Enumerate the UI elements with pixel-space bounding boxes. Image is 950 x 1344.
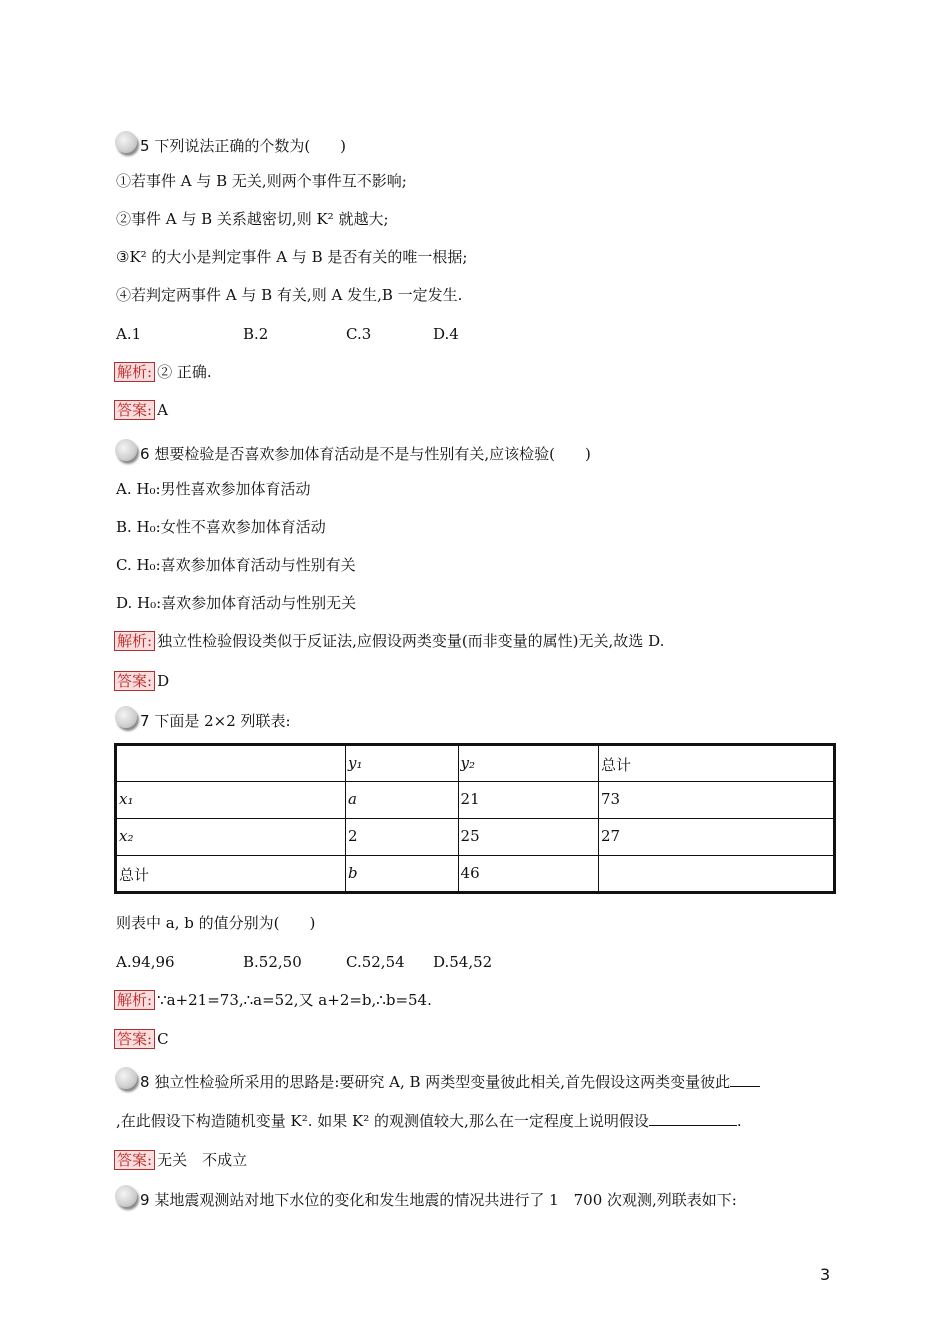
table-cell: 21 xyxy=(458,782,598,819)
q7-option-a: A.94,96 xyxy=(116,953,175,971)
table-cell: 25 xyxy=(458,819,598,856)
q5-option-c: C.3 xyxy=(346,325,372,343)
table-cell: x₁ xyxy=(116,782,346,819)
analysis-label: 解析: xyxy=(114,631,155,651)
q8-answer: 答案: 无关 不成立 xyxy=(114,1150,247,1170)
answer-label: 答案: xyxy=(114,671,155,691)
q6-option-b: B. H₀:女性不喜欢参加体育活动 xyxy=(116,518,326,536)
q7-analysis: 解析: ∵a+21=73,∴a=52,又 a+2=b,∴b=54. xyxy=(114,990,432,1010)
table-row xyxy=(116,856,835,893)
q6-option-c: C. H₀:喜欢参加体育活动与性别有关 xyxy=(116,556,356,574)
question-marker-icon xyxy=(115,439,137,461)
q5-option-a: A.1 xyxy=(116,325,142,343)
question-marker-icon xyxy=(115,1067,137,1089)
page-number: 3 xyxy=(820,1265,831,1284)
fill-blank xyxy=(649,1111,737,1126)
q7-answer: 答案: C xyxy=(114,1029,169,1049)
q7-option-d: D.54,52 xyxy=(433,953,493,971)
table-cell: y₂ xyxy=(458,745,598,782)
q5-statement-1: ①若事件 A 与 B 无关,则两个事件互不影响; xyxy=(116,172,407,190)
question-marker-icon xyxy=(115,131,137,153)
table-cell: 46 xyxy=(458,856,598,893)
table-cell xyxy=(116,745,346,782)
table-cell: 总计 xyxy=(116,856,346,893)
table-row xyxy=(116,819,835,856)
q7-question: 则表中 a, b 的值分别为( ) xyxy=(116,914,316,932)
table-cell: 总计 xyxy=(598,745,834,782)
table-cell: 27 xyxy=(598,819,834,856)
analysis-label: 解析: xyxy=(114,362,155,382)
q5-statement-2: ②事件 A 与 B 关系越密切,则 K² 就越大; xyxy=(116,210,389,228)
q5-analysis: 解析: ② 正确. xyxy=(114,362,212,382)
question-9-stem: 9 某地震观测站对地下水位的变化和发生地震的情况共进行了 1 700 次观测,列联表如下: xyxy=(140,1191,737,1209)
q7-option-c: C.52,54 xyxy=(346,953,405,971)
table-cell xyxy=(598,856,834,893)
answer-label: 答案: xyxy=(114,1150,155,1170)
answer-label: 答案: xyxy=(114,400,155,420)
fill-blank xyxy=(730,1072,760,1087)
question-7-stem: 7 下面是 2×2 列联表: xyxy=(140,712,291,730)
question-8-stem: 8 独立性检验所采用的思路是:要研究 A, B 两类型变量彼此相关,首先假设这两类变量彼此 xyxy=(140,1072,760,1092)
question-marker-icon xyxy=(115,706,137,728)
table-cell: b xyxy=(346,856,459,893)
table-cell: y₁ xyxy=(346,745,459,782)
table-row xyxy=(116,745,835,782)
q5-option-b: B.2 xyxy=(243,325,269,343)
q5-statement-3: ③K² 的大小是判定事件 A 与 B 是否有关的唯一根据; xyxy=(116,248,468,266)
q5-statement-4: ④若判定两事件 A 与 B 有关,则 A 发生,B 一定发生. xyxy=(116,286,463,304)
q5-option-d: D.4 xyxy=(433,325,459,343)
table-cell: 73 xyxy=(598,782,834,819)
question-8-stem-continued: ,在此假设下构造随机变量 K². 如果 K² 的观测值较大,那么在一定程度上说明假设 . xyxy=(116,1112,742,1130)
table-cell: 2 xyxy=(346,819,459,856)
q6-answer: 答案: D xyxy=(114,671,169,691)
q6-option-a: A. H₀:男性喜欢参加体育活动 xyxy=(116,480,311,498)
q6-option-d: D. H₀:喜欢参加体育活动与性别无关 xyxy=(116,594,357,612)
table-row xyxy=(116,782,835,819)
q6-analysis: 解析: 独立性检验假设类似于反证法,应假设两类变量(而非变量的属性)无关,故选 D. xyxy=(114,631,664,651)
analysis-label: 解析: xyxy=(114,990,155,1010)
question-6-stem: 6 想要检验是否喜欢参加体育活动是不是与性别有关,应该检验( ) xyxy=(140,445,591,463)
table-cell: x₂ xyxy=(116,819,346,856)
q5-answer: 答案: A xyxy=(114,400,168,420)
question-marker-icon xyxy=(115,1185,137,1207)
answer-label: 答案: xyxy=(114,1029,155,1049)
table-cell: a xyxy=(346,782,459,819)
q7-option-b: B.52,50 xyxy=(243,953,302,971)
contingency-table xyxy=(114,743,836,894)
question-5-stem: 5 下列说法正确的个数为( ) xyxy=(140,137,347,155)
